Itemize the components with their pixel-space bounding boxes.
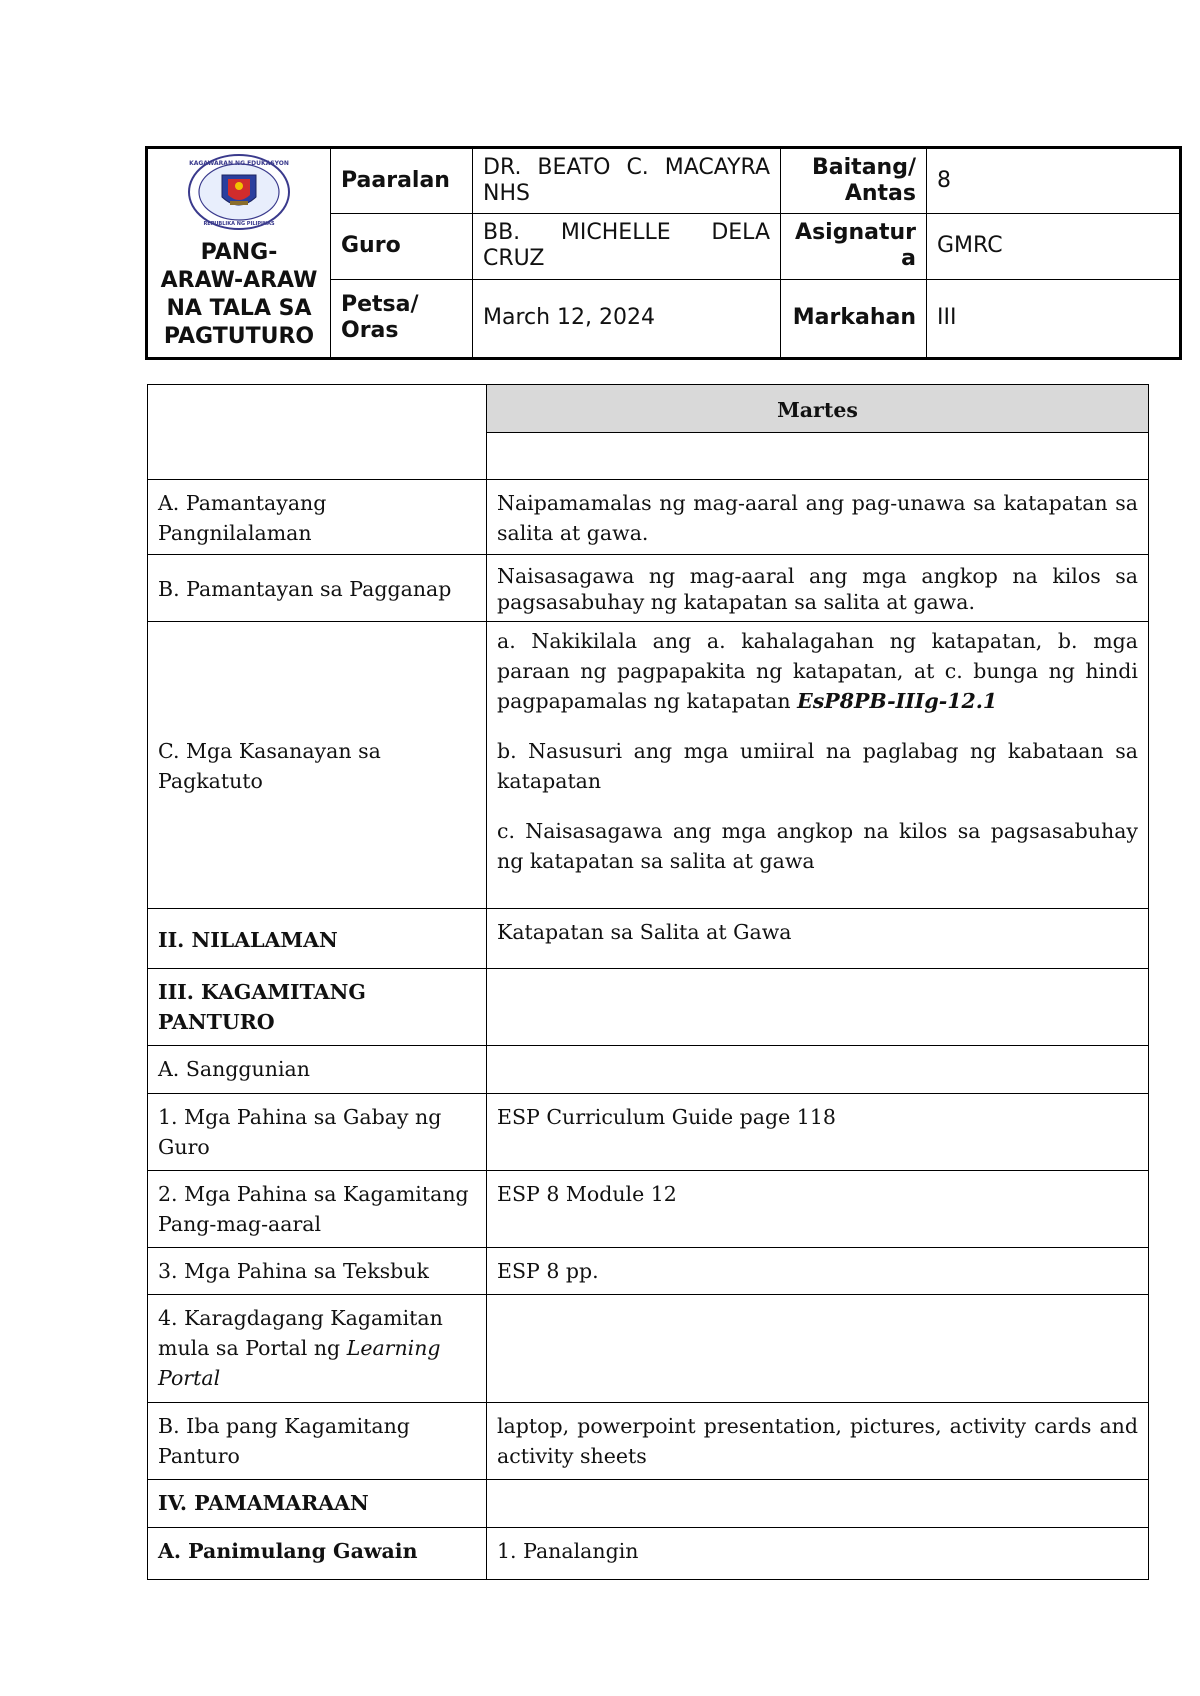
textbook-label: 3. Mga Pahina sa Teksbuk [148, 1248, 487, 1295]
quarter-label: Markahan [781, 279, 927, 358]
table-row [148, 1403, 1149, 1480]
performance-standard-label: B. Pamantayan sa Pagganap [148, 555, 487, 622]
deped-seal-icon [184, 153, 294, 231]
portal-value [487, 1295, 1149, 1403]
table-row [148, 480, 1149, 555]
competencies-value [487, 622, 1149, 909]
content-label: II. NILALAMAN [148, 909, 487, 969]
lesson-plan-table [147, 384, 1149, 1580]
materials-label: III. KAGAMITANG PANTURO [148, 969, 487, 1046]
content-standard-value: Naipamamalas ng mag-aaral ang pag-unawa sa katapatan sa salita at gawa. [487, 480, 1149, 555]
day-header: Martes [487, 385, 1149, 433]
materials-value [487, 969, 1149, 1046]
competency-item-b: b. Nasusuri ang mga umiiral na paglabag ng kabataan sa katapatan [497, 739, 1138, 793]
svg-text:KAGAWARAN NG EDUKASYON: KAGAWARAN NG EDUKASYON [189, 160, 289, 167]
table-row [148, 1528, 1149, 1580]
deped-seal-logo [184, 153, 294, 231]
teacher-guide-value: ESP Curriculum Guide page 118 [487, 1094, 1149, 1171]
table-row [148, 909, 1149, 969]
form-title-line-1: PANG- [200, 240, 278, 265]
school-value: DR. BEATO C. MACAYRA NHS [473, 148, 781, 214]
teacher-value: BB. MICHELLE DELA CRUZ [473, 213, 781, 279]
blank-corner-cell [148, 385, 487, 480]
deped-logo-title-cell [147, 148, 331, 359]
table-row [148, 1248, 1149, 1295]
teacher-guide-label: 1. Mga Pahina sa Gabay ng Guro [148, 1094, 487, 1171]
table-row [148, 555, 1149, 622]
learner-materials-label: 2. Mga Pahina sa Kagamitang Pang-mag-aaral [148, 1171, 487, 1248]
intro-activity-value: 1. Panalangin [487, 1528, 1149, 1580]
subject-value: GMRC [927, 213, 1181, 279]
portal-label: 4. Karagdagang Kagamitan mula sa Portal ng Learning Portal [148, 1295, 487, 1403]
other-materials-value: laptop, powerpoint presentation, pictures, activity cards and activity sheets [487, 1403, 1149, 1480]
competencies-label: C. Mga Kasanayan sa Pagkatuto [148, 622, 487, 909]
procedure-label: IV. PAMAMARAAN [148, 1480, 487, 1528]
other-materials-label: B. Iba pang Kagamitang Panturo [148, 1403, 487, 1480]
form-title-line-2: ARAW-ARAW [160, 268, 318, 293]
table-row [148, 1046, 1149, 1094]
competency-item-c: c. Naisasagawa ang mga angkop na kilos sa pagsasabuhay ng katapatan sa salita at gawa [497, 819, 1138, 873]
table-row [148, 1171, 1149, 1248]
performance-standard-value: Naisasagawa ng mag-aaral ang mga angkop na kilos sa pagsasabuhay ng katapatan sa salita at gawa. [487, 555, 1149, 622]
competency-code: EsP8PB-IIIg-12.1 [797, 689, 998, 713]
learner-materials-value: ESP 8 Module 12 [487, 1171, 1149, 1248]
date-label: Petsa/ Oras [331, 279, 473, 358]
references-value [487, 1046, 1149, 1094]
table-row [148, 1295, 1149, 1403]
svg-text:REPUBLIKA NG PILIPINAS: REPUBLIKA NG PILIPINAS [203, 221, 275, 227]
content-value: Katapatan sa Salita at Gawa [487, 909, 1149, 969]
table-row [148, 1094, 1149, 1171]
subject-label: Asignatura [781, 213, 927, 279]
header-table [145, 146, 1182, 360]
form-title-line-3: NA TALA SA [166, 296, 312, 321]
portal-label-italic: Learning Portal [158, 1336, 441, 1390]
grade-label: Baitang/ Antas [781, 148, 927, 214]
date-value: March 12, 2024 [473, 279, 781, 358]
teacher-label: Guro [331, 213, 473, 279]
textbook-value: ESP 8 pp. [487, 1248, 1149, 1295]
procedure-value [487, 1480, 1149, 1528]
quarter-value: III [927, 279, 1181, 358]
form-title-line-4: PAGTUTURO [163, 324, 315, 349]
table-row [148, 969, 1149, 1046]
content-standard-label: A. Pamantayang Pangnilalaman [148, 480, 487, 555]
grade-value: 8 [927, 148, 1181, 214]
table-row [148, 622, 1149, 909]
intro-activity-label: A. Panimulang Gawain [148, 1528, 487, 1580]
references-label: A. Sanggunian [148, 1046, 487, 1094]
school-label: Paaralan [331, 148, 473, 214]
competency-item-a: a. Nakikilala ang a. kahalagahan ng katapatan, b. mga paraan ng pagpapakita ng katapatan, at c. bunga ng hindi pagpapamalas ng katapatan EsP8PB-IIIg-12.1 [497, 629, 1138, 713]
table-row [148, 1480, 1149, 1528]
day-blank-cell [487, 433, 1149, 480]
